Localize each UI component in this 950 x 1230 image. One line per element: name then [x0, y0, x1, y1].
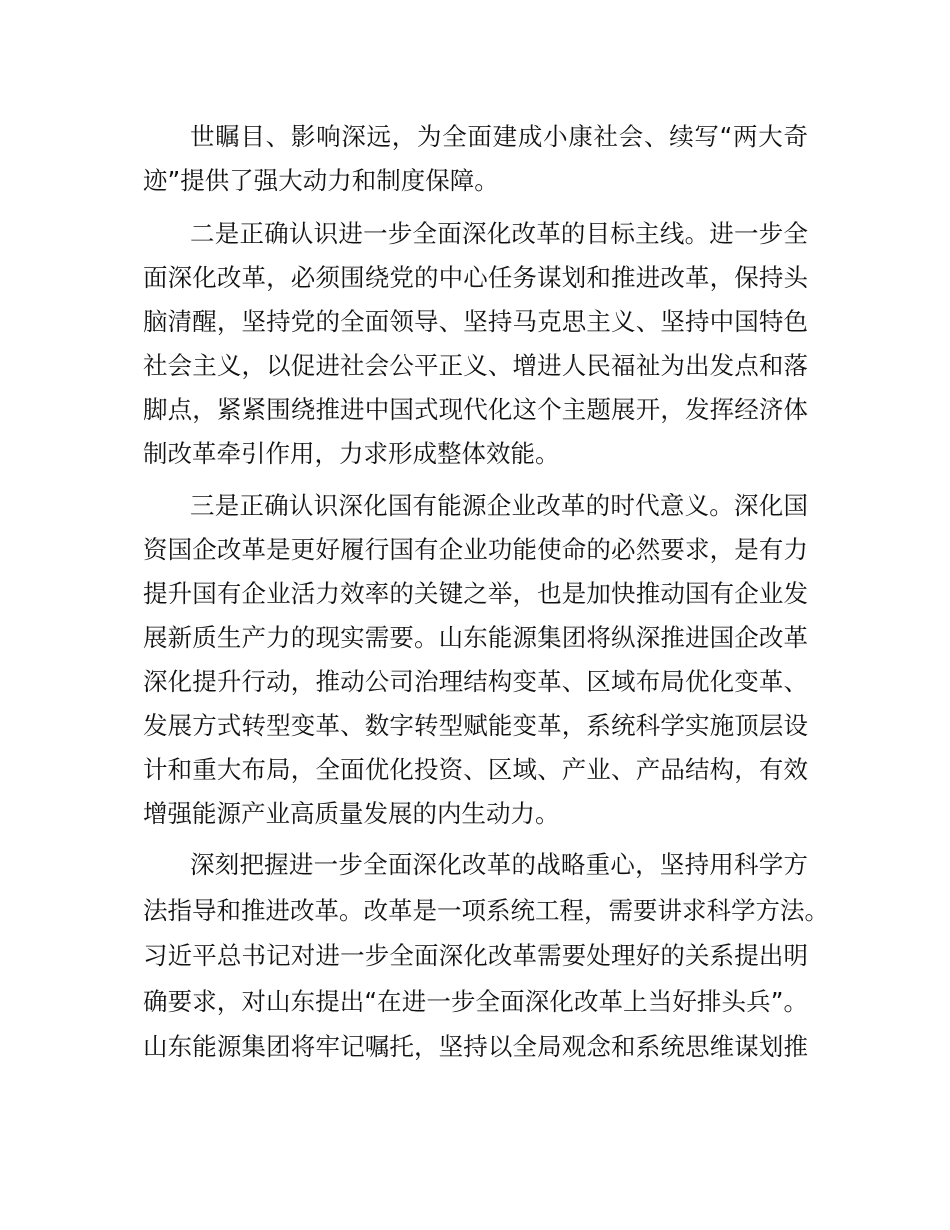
text-line: 山东能源集团将牢记嘱托，坚持以全局观念和系统思维谋划推: [143, 1032, 808, 1061]
text-line: 确要求，对山东提出“在进一步全面深化改革上当好排头兵”。: [143, 986, 808, 1016]
text-line: 资国企改革是更好履行国有企业功能使命的必然要求，是有力: [143, 535, 808, 564]
text-line: 增强能源产业高质量发展的内生动力。: [143, 799, 560, 828]
text-line: 世瞩目、影响深远，为全面建成小康社会、续写“两大奇: [190, 122, 808, 151]
text-line: 提升国有企业活力效率的关键之举，也是加快推动国有企业发: [143, 579, 808, 608]
text-line: 二是正确认识进一步全面深化改革的目标主线。进一步全: [190, 219, 808, 248]
text-line: 展新质生产力的现实需要。山东能源集团将纵深推进国企改革: [143, 623, 808, 652]
paragraph-strategic-focus: [143, 842, 829, 1070]
text-line: 深化提升行动，推动公司治理结构变革、区域布局优化变革、: [143, 667, 808, 696]
text-line: 习近平总书记对进一步全面深化改革需要处理好的关系提出明: [143, 941, 808, 970]
paragraph-era-significance: [143, 484, 808, 836]
text-line: 脚点，紧紧围绕推进中国式现代化这个主题展开，发挥经济体: [143, 395, 808, 424]
text-line: 深刻把握进一步全面深化改革的战略重心，坚持用科学方: [190, 850, 808, 879]
text-line: 脑清醒，坚持党的全面领导、坚持马克思主义、坚持中国特色: [143, 307, 808, 336]
text-line: 社会主义，以促进社会公平正义、增进人民福祉为出发点和落: [143, 351, 808, 380]
text-line: 计和重大布局，全面优化投资、区域、产业、产品结构，有效: [143, 755, 808, 784]
text-line: 面深化改革，必须围绕党的中心任务谋划和推进改革，保持头: [143, 263, 808, 292]
text-line: 发展方式转型变革、数字转型赋能变革，系统科学实施顶层设: [143, 711, 808, 740]
text-line: 法指导和推进改革。改革是一项系统工程，需要讲求科学方法。: [143, 895, 829, 925]
text-line: 迹”提供了强大动力和制度保障。: [143, 166, 499, 195]
document-page: [143, 115, 829, 1070]
text-line: 三是正确认识深化国有能源企业改革的时代意义。深化国: [190, 491, 808, 520]
paragraph-goal-mainline: [143, 212, 808, 476]
paragraph-continuation: [143, 115, 808, 203]
text-line: 制改革牵引作用，力求形成整体效能。: [143, 439, 560, 468]
